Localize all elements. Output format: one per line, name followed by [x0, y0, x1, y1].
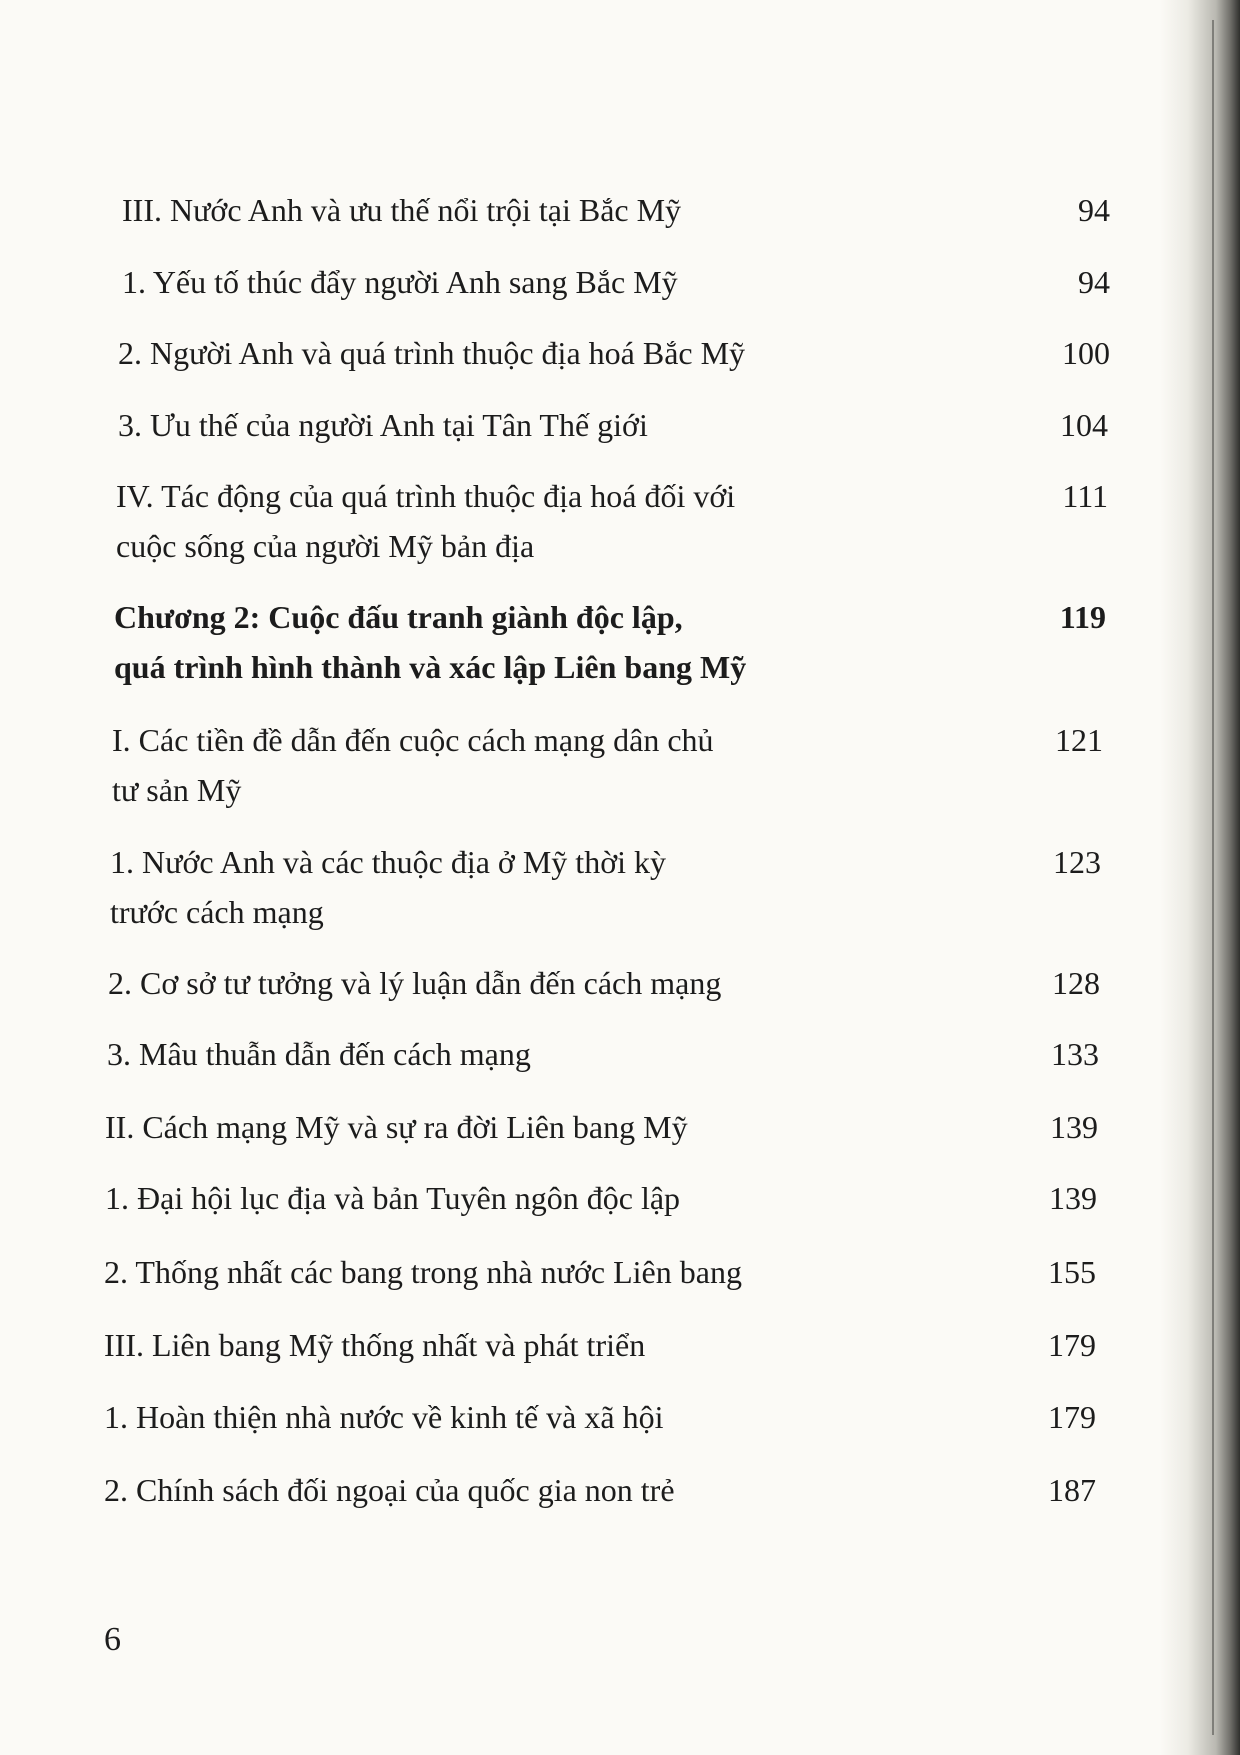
toc-entry-page-number: 179: [1048, 1399, 1096, 1435]
toc-entry-page-number: 133: [1051, 1036, 1099, 1072]
toc-entry-page-number: 119: [1059, 599, 1106, 635]
toc-entry: [108, 958, 1100, 1008]
toc-entry-page-number: 128: [1052, 965, 1100, 1001]
toc-entry-title: 1. Hoàn thiện nhà nước về kinh tế và xã hội: [104, 1399, 664, 1435]
toc-entry-page-number: 121: [1055, 722, 1103, 758]
toc-entry: [104, 1320, 1096, 1370]
toc-entry: [122, 257, 1110, 307]
toc-entry: [118, 400, 1108, 450]
toc-entry-title: Chương 2: Cuộc đấu tranh giành độc lập,: [114, 599, 683, 635]
toc-entry: [104, 1392, 1096, 1442]
toc-entry: [114, 592, 1106, 692]
toc-entry-page-number: 139: [1049, 1180, 1097, 1216]
page-number: 6: [104, 1621, 121, 1658]
toc-entry-title: 3. Ưu thế của người Anh tại Tân Thế giới: [118, 407, 648, 443]
toc-entry-title: 1. Nước Anh và các thuộc địa ở Mỹ thời kỳ: [110, 844, 666, 880]
toc-entry-title: I. Các tiền đề dẫn đến cuộc cách mạng dân chủ: [112, 722, 714, 758]
toc-entry-title: 1. Đại hội lục địa và bản Tuyên ngôn độc lập: [105, 1180, 681, 1216]
toc-entry-page-number: 111: [1062, 478, 1108, 514]
toc-entry: [122, 185, 1110, 235]
toc-entry-title: 2. Cơ sở tư tưởng và lý luận dẫn đến cách mạng: [108, 965, 722, 1001]
toc-entry-title: 1. Yếu tố thúc đẩy người Anh sang Bắc Mỹ: [122, 264, 678, 300]
toc-entry-title-continuation: tư sản Mỹ: [112, 772, 242, 808]
toc-entry-page-number: 187: [1048, 1472, 1096, 1508]
toc-entry: [105, 1102, 1098, 1152]
toc-entry: [104, 1247, 1096, 1297]
toc-entry-page-number: 104: [1060, 407, 1108, 443]
toc-entry-title-continuation: trước cách mạng: [110, 894, 324, 930]
toc-entry-title: 2. Thống nhất các bang trong nhà nước Liên bang: [104, 1254, 742, 1290]
toc-entry-page-number: 139: [1050, 1109, 1098, 1145]
toc-entry-title-continuation: cuộc sống của người Mỹ bản địa: [116, 528, 535, 564]
toc-entry-page-number: 94: [1078, 192, 1110, 228]
toc-entry-page-number: 123: [1053, 844, 1101, 880]
toc-entry-page-number: 179: [1048, 1327, 1096, 1363]
toc-entry-title: III. Nước Anh và ưu thế nổi trội tại Bắc Mỹ: [122, 192, 682, 228]
spine-edge-line: [1212, 20, 1214, 1735]
toc-entry: [118, 328, 1110, 378]
toc-entry-title: 2. Người Anh và quá trình thuộc địa hoá Bắc Mỹ: [118, 335, 746, 371]
toc-entry: [107, 1029, 1099, 1079]
toc-entry-title: 3. Mâu thuẫn dẫn đến cách mạng: [107, 1036, 531, 1072]
toc-entry: [105, 1173, 1097, 1223]
toc-entry-page-number: 94: [1078, 264, 1110, 300]
toc-entry: [110, 837, 1101, 937]
toc-entry-title: 2. Chính sách đối ngoại của quốc gia non trẻ: [104, 1472, 675, 1508]
toc-entry-title-continuation: quá trình hình thành và xác lập Liên bang Mỹ: [114, 649, 747, 685]
toc-entry-title: IV. Tác động của quá trình thuộc địa hoá đối với: [116, 478, 736, 514]
toc-entry: [112, 715, 1103, 815]
toc-entry-title: II. Cách mạng Mỹ và sự ra đời Liên bang Mỹ: [105, 1109, 688, 1145]
toc-entry: [104, 1465, 1096, 1515]
book-spine-shadow: [1160, 0, 1240, 1755]
toc-entry: [116, 471, 1108, 571]
toc-entry-title: III. Liên bang Mỹ thống nhất và phát triển: [104, 1327, 646, 1363]
toc-entry-page-number: 100: [1062, 335, 1110, 371]
toc-entry-page-number: 155: [1048, 1254, 1096, 1290]
